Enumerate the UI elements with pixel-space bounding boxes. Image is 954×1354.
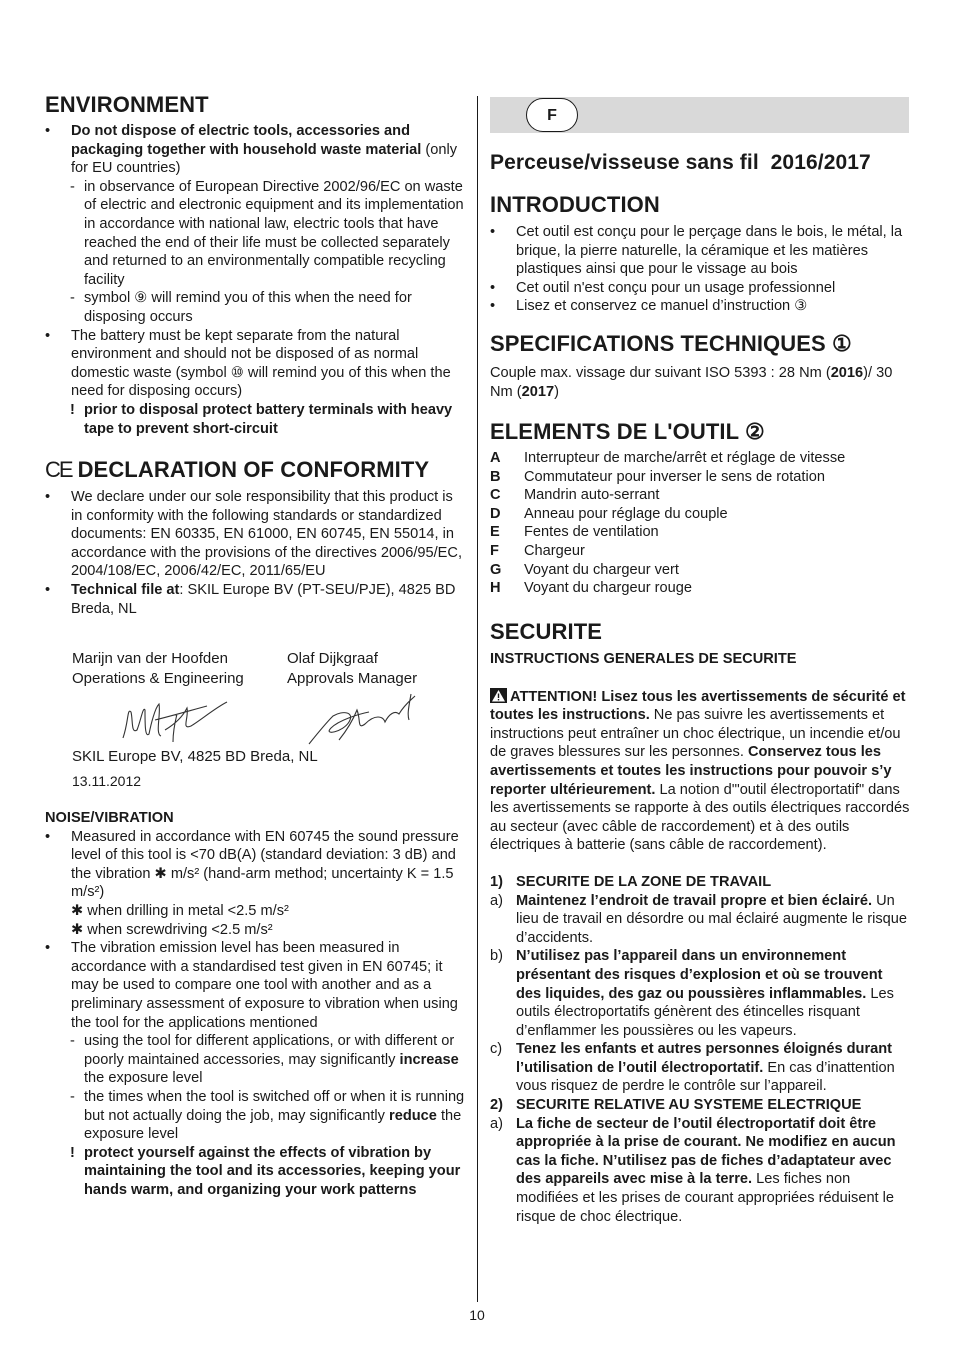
securite-heading: SECURITE [490,619,603,644]
element-item-label: Interrupteur de marche/arrêt et réglage de vitesse [524,450,846,466]
signature-date: 13.11.2012 [72,773,142,789]
elements-section [490,419,910,598]
signatory-1-name: Marijn van der Hoofden [72,650,228,667]
signatory-2-name: Olaf Dijkgraaf [287,650,378,667]
environment-bullet-2: • The battery must be kept separate from the natural environment and should not be disposed of as normal domestic waste (symbol ⑩ will remind you of this when the need for disposing occurs) [45,327,467,401]
element-item-letter: E [490,524,500,541]
securite-section-1-heading: 1) SECURITE DE LA ZONE DE TRAVAIL [490,873,772,890]
introduction-bullet-2: • Cet outil n'est conçu pour un usage professionnel [490,279,910,298]
element-item-letter: D [490,505,501,522]
element-item [490,468,910,487]
specifications-heading: SPECIFICATIONS TECHNIQUES ① [490,331,852,356]
conformity-heading: CE DECLARATION OF CONFORMITY [45,457,430,482]
signatory-2 [287,649,417,689]
environment-bullet-1: • Do not dispose of electric tools, accessories and packaging together with household waste material (only for EU countries) [45,122,467,178]
ce-mark-icon: CE [45,457,72,482]
elements-list [490,449,910,598]
element-item-label: Voyant du chargeur vert [524,561,679,578]
introduction-heading: INTRODUCTION [490,192,660,217]
introduction-bullet-3: • Lisez et conservez ce manuel d’instruction ③ [490,297,910,316]
noise-heading: NOISE/VIBRATION [45,810,174,826]
noise-star-1: ✱ when drilling in metal <2.5 m/s² [71,902,289,919]
element-item [490,561,910,580]
conformity-bullet-1: • We declare under our sole responsibility that this product is in conformity with the following standards or standardized documents: EN 60335, EN 61000, EN 60745, EN 55014, in accordance with the provisions of the directives 2006/95/EC, 2004/108/EC, 2006/42/EC, 2011/65/EU [45,488,467,581]
element-item-letter: A [490,450,501,466]
noise-star-2: ✱ when screwdriving <2.5 m/s² [71,921,273,938]
signature-2-image [303,690,433,750]
element-item [490,542,910,561]
specifications-section [490,331,910,401]
environment-dash-1: - in observance of European Directive 2002/96/EC on waste of electric and electronic equipment and its implementation in accordance with national law, electric tools that have reached the end of their life must be collected separately and returned to an environmentally compatible recycling facility [70,178,464,288]
environment-section [45,92,467,438]
noise-bullet-1: • Measured in accordance with EN 60745 the sound pressure level of this tool is <70 dB(A) (standard deviation: 3 dB) and the vibration ✱ m/s² (hand-arm method; uncertainty K = 1.5 m/s²) [45,828,467,902]
element-item-label: Anneau pour réglage du couple [524,505,728,522]
securite-1b: b) N’utilisez pas l’appareil dans un environnement présentant des risques d’explosion et où se trouvent des liquides, des gaz ou poussières inflammables. Les outils électroportatifs génèrent des étincelles risquant d’enflammer les poussières ou les vapeurs. [490,948,894,1039]
noise-dash-1: - using the tool for different applications, or with different or poorly maintained accessories, may significantly increase the exposure level [70,1033,459,1087]
noise-warning: ! protect yourself against the effects of vibration by maintaining the tool and its accessories, keeping your hands warm, and organizing your work patterns [70,1144,461,1198]
securite-warning-paragraph: ATTENTION! Lisez tous les avertissements de sécurité et toutes les instructions. Ne pas suivre les avertissements et instructions peut entraîner un choc électrique, un incendie et/ou de graves blessures sur les personnes. Conservez tous les avertissements et toutes les instructions pour pouvoir s’y reporter ultérieurement. La notion d'"outil électroportatif" dans les avertissements se rapporte à des outils électriques raccordés au secteur (avec câble de raccordement) et à des outils électriques à batterie (sans câble de raccordement). [490,688,910,854]
securite-2a: a) La fiche de secteur de l’outil électroportatif doit être appropriée à la prise de courant. Ne modifiez en aucun cas la fiche. N’utilisez pas de fiches d’adaptateur avec des appareils avec mise à la terre. Les fiches non modifiées et les prises de courant appropriées réduisent le risque de choc électrique. [490,1115,896,1225]
introduction-bullet-1: • Cet outil est conçu pour le perçage dans le bois, le métal, la brique, la pierre naturelle, la céramique et les matières plastiques ainsi que pour le vissage au bois [490,223,910,279]
element-item [490,523,910,542]
element-item-label: Mandrin auto-serrant [524,487,660,504]
environment-warning: ! prior to disposal protect battery terminals with heavy tape to prevent short-circuit [70,401,453,437]
element-item [490,579,910,598]
elements-heading: ELEMENTS DE L'OUTIL ② [490,419,765,444]
signatory-2-role: Approvals Manager [287,670,418,687]
page-number: 10 [469,1307,485,1323]
conformity-section [45,457,467,618]
element-item-letter: H [490,580,501,597]
element-item-letter: C [490,487,501,504]
conformity-bullet-2: • Technical file at: SKIL Europe BV (PT-SEU/PJE), 4825 BD Breda, NL [45,581,467,618]
introduction-section [490,192,910,316]
noise-bullet-2: • The vibration emission level has been measured in accordance with a standardised test given in EN 60745; it may be used to compare one tool with another and as a preliminary assessment of exposure to vibration when using the tool for the applications mentioned [45,939,467,1032]
element-item-letter: G [490,561,502,578]
signature-1-image [115,690,245,750]
language-badge: F [526,98,578,132]
element-item-label: Chargeur [524,542,585,559]
securite-section [490,619,910,1226]
element-item-letter: F [490,542,499,559]
element-item-letter: B [490,468,501,485]
signatory-1-role: Operations & Engineering [72,670,244,687]
language-bar [490,97,909,133]
noise-dash-2: - the times when the tool is switched off or when it is running but not actually doing the job, may significantly reduce the exposure level [70,1088,465,1143]
element-item [490,505,910,524]
element-item [490,449,910,468]
warning-triangle-icon [490,688,507,703]
signature-company: SKIL Europe BV, 4825 BD Breda, NL [72,748,318,765]
environment-dash-2: - symbol ⑨ will remind you of this when the need for disposing occurs [70,290,412,325]
signatory-1 [72,649,244,689]
noise-section [45,809,467,1199]
product-title: Perceuse/visseuse sans fil 2016/2017 [490,151,871,174]
element-item-label: Fentes de ventilation [524,524,659,541]
element-item-label: Commutateur pour inverser le sens de rotation [524,468,825,485]
environment-heading: ENVIRONMENT [45,92,209,117]
securite-1c: c) Tenez les enfants et autres personnes éloignés durant l’utilisation de l’outil électroportatif. En cas d’inattention vous risquez de perdre le contrôle sur l’appareil. [490,1041,895,1095]
securite-section-2-heading: 2) SECURITE RELATIVE AU SYSTEME ELECTRIQUE [490,1097,862,1114]
column-divider [477,96,478,1302]
element-item-label: Voyant du chargeur rouge [524,580,692,597]
element-item [490,486,910,505]
securite-1a: a) Maintenez l’endroit de travail propre et bien éclairé. Un lieu de travail en désordre ou mal éclairé augmente le risque d’accidents. [490,892,908,946]
specifications-text: Couple max. vissage dur suivant ISO 5393 : 28 Nm (2016)/ 30 Nm (2017) [490,365,893,400]
securite-subheading: INSTRUCTIONS GENERALES DE SECURITE [490,651,797,667]
